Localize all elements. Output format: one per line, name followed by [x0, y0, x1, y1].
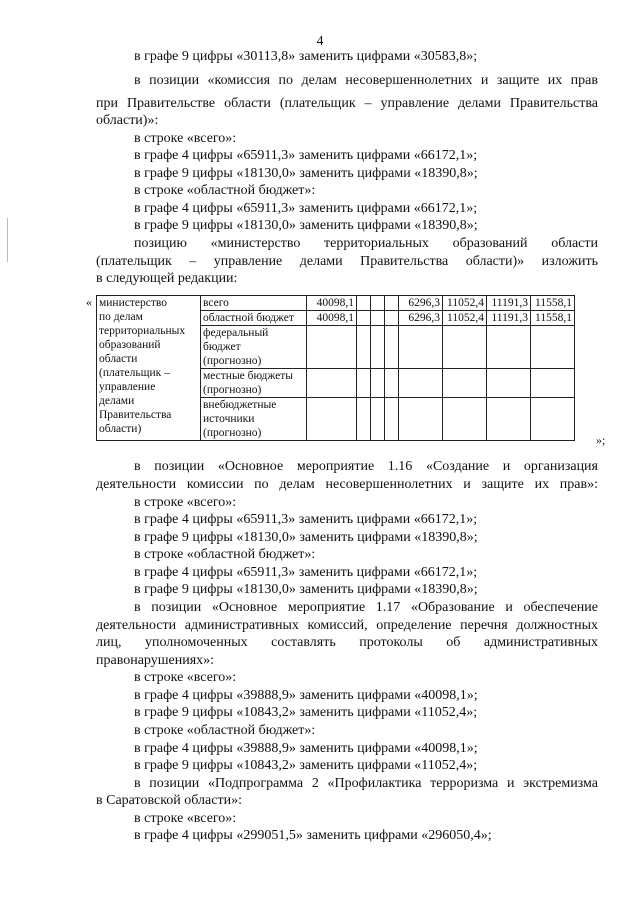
value-cell [357, 296, 371, 311]
entity-line: области [99, 353, 138, 365]
value-cell [487, 326, 531, 369]
text-line: в графе 4 цифры «39888,9» заменить цифрами «40098,1»; [134, 741, 478, 756]
text-line: в графе 9 цифры «18130,0» заменить цифрами «18390,8»; [134, 582, 478, 597]
funding-source-cell [201, 296, 307, 311]
value-cell [443, 369, 487, 398]
value-cell [531, 398, 575, 441]
table-row [97, 296, 575, 311]
value-cell [399, 398, 443, 441]
value-cell: 6296,3 [399, 296, 443, 311]
value-cell [385, 369, 399, 398]
value-cell [307, 398, 357, 441]
value-cell [385, 311, 399, 326]
entity-line: области) [99, 423, 142, 435]
value-cell [357, 326, 371, 369]
funding-source-cell [201, 369, 307, 398]
value-cell [385, 296, 399, 311]
entity-line: по делам [99, 311, 143, 323]
budget-table [96, 295, 575, 441]
text-line: деятельности комиссии по делам несовершеннолетних и защите их прав»: [96, 477, 598, 492]
value-cell [487, 398, 531, 441]
funding-source-cell [201, 398, 307, 441]
text-line: деятельности административных комиссий, определение перечня должностных [96, 618, 598, 633]
funding-source-cell [201, 326, 307, 369]
entity-line: министерство [99, 297, 167, 309]
entity-line: территориальных [99, 325, 186, 337]
funding-source-line: местные бюджеты [203, 370, 294, 382]
value-cell [443, 326, 487, 369]
text-line: в графе 4 цифры «39888,9» заменить цифрами «40098,1»; [134, 688, 478, 703]
value-cell: 11191,3 [487, 296, 531, 311]
text-line: в графе 4 цифры «65911,3» заменить цифрами «66172,1»; [134, 512, 478, 527]
text-line: в графе 4 цифры «299051,5» заменить цифрами «296050,4»; [134, 828, 492, 843]
text-line: в строке «всего»: [134, 670, 237, 685]
text-line: в следующей редакции: [96, 271, 238, 286]
text-line: в графе 4 цифры «65911,3» заменить цифрами «66172,1»; [134, 201, 478, 216]
value-cell [371, 311, 385, 326]
funding-source-line: всего [203, 297, 229, 309]
funding-source-line: (прогнозно) [203, 427, 262, 439]
value-cell [399, 326, 443, 369]
value-cell: 40098,1 [307, 311, 357, 326]
value-cell [385, 398, 399, 441]
text-line: в позиции «комиссия по делам несовершеннолетних и защите их прав [134, 73, 598, 88]
funding-source-line: внебюджетные [203, 399, 277, 411]
value-cell [531, 326, 575, 369]
value-cell: 11558,1 [531, 296, 575, 311]
value-cell: 40098,1 [307, 296, 357, 311]
entity-line: Правительства [99, 409, 172, 421]
value-cell [307, 326, 357, 369]
text-line: (плательщик – управление делами Правительства области)» изложить [96, 254, 598, 269]
value-cell: 11191,3 [487, 311, 531, 326]
text-line: позицию «министерство территориальных образований области [134, 236, 598, 251]
value-cell [307, 369, 357, 398]
value-cell [357, 369, 371, 398]
text-line: в строке «всего»: [134, 131, 237, 146]
funding-source-line: (прогнозно) [203, 384, 262, 396]
text-line: в строке «областной бюджет»: [134, 723, 316, 738]
value-cell [385, 326, 399, 369]
value-cell [443, 398, 487, 441]
value-cell [399, 369, 443, 398]
funding-source-line: областной бюджет [203, 312, 294, 324]
entity-line: управление [99, 381, 156, 393]
funding-source-cell [201, 311, 307, 326]
text-line: в графе 4 цифры «65911,3» заменить цифрами «66172,1»; [134, 148, 478, 163]
text-line: в строке «областной бюджет»: [134, 547, 316, 562]
value-cell: 6296,3 [399, 311, 443, 326]
page-number: 4 [316, 34, 324, 49]
text-line: лиц, уполномоченных составлять протоколы об административных [96, 635, 598, 650]
funding-source-line: бюджет [203, 341, 241, 353]
text-line: в строке «всего»: [134, 495, 237, 510]
entity-line: (плательщик – [99, 367, 170, 379]
table-open-quote: « [86, 295, 92, 309]
text-line: в Саратовской области»: [96, 793, 242, 808]
text-line: при Правительстве области (плательщик – управление делами Правительства [96, 96, 598, 111]
text-line: в позиции «Основное мероприятие 1.17 «Образование и обеспечение [134, 600, 598, 615]
table-close-quote: »; [596, 433, 606, 447]
entity-line: делами [99, 395, 135, 407]
entity-cell [97, 296, 201, 441]
value-cell [357, 311, 371, 326]
funding-source-line: (прогнозно) [203, 355, 262, 367]
text-line: области)»: [96, 113, 159, 128]
funding-source-line: источники [203, 413, 255, 425]
text-line: в строке «всего»: [134, 811, 237, 826]
text-line: в графе 9 цифры «18130,0» заменить цифрами «18390,8»; [134, 530, 478, 545]
text-line: в позиции «Подпрограмма 2 «Профилактика терроризма и экстремизма [134, 776, 598, 791]
text-line: в строке «областной бюджет»: [134, 183, 316, 198]
value-cell [371, 398, 385, 441]
entity-line: образований [99, 339, 161, 351]
text-line: в графе 9 цифры «10843,2» заменить цифрами «11052,4»; [134, 758, 478, 773]
text-line: в графе 9 цифры «10843,2» заменить цифрами «11052,4»; [134, 705, 478, 720]
value-cell: 11558,1 [531, 311, 575, 326]
value-cell [371, 296, 385, 311]
text-line: в графе 9 цифры «18130,0» заменить цифрами «18390,8»; [134, 218, 478, 233]
text-line: в графе 4 цифры «65911,3» заменить цифрами «66172,1»; [134, 565, 478, 580]
value-cell [357, 398, 371, 441]
text-line: в позиции «Основное мероприятие 1.16 «Создание и организация [134, 459, 598, 474]
value-cell: 11052,4 [443, 311, 487, 326]
value-cell [487, 369, 531, 398]
text-line: в графе 9 цифры «30113,8» заменить цифрами «30583,8»; [134, 49, 478, 64]
margin-mark [7, 218, 8, 262]
value-cell [371, 326, 385, 369]
value-cell [531, 369, 575, 398]
value-cell [371, 369, 385, 398]
text-line: в графе 9 цифры «18130,0» заменить цифрами «18390,8»; [134, 166, 478, 181]
text-line: правонарушениях»: [96, 653, 215, 668]
funding-source-line: федеральный [203, 327, 269, 339]
value-cell: 11052,4 [443, 296, 487, 311]
